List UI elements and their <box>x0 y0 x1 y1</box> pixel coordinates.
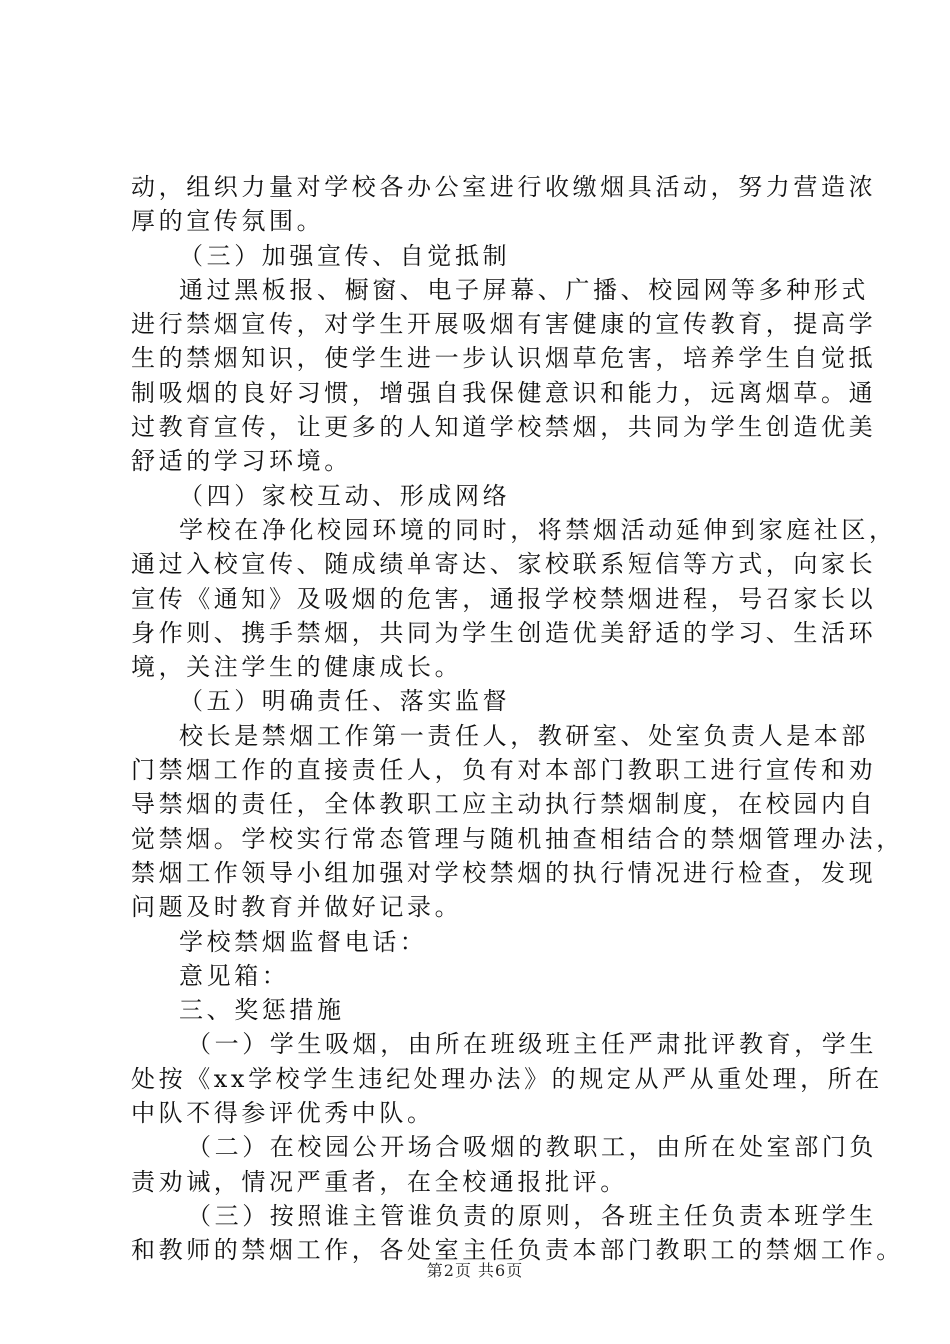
paragraph-line: 进行禁烟宣传，对学生开展吸烟有害健康的宣传教育，提高学 <box>131 310 877 339</box>
paragraph-line: 学校在净化校园环境的同时，将禁烟活动延伸到家庭社区， <box>179 515 897 544</box>
paragraph-line: 问题及时教育并做好记录。 <box>131 893 463 922</box>
paragraph-line: 宣传《通知》及吸烟的危害，通报学校禁烟进程，号召家长以 <box>131 584 877 613</box>
paragraph-line: （一）学生吸烟，由所在班级班主任严肃批评教育，学生 <box>187 1030 877 1059</box>
paragraph-line: （三）按照谁主管谁负责的原则，各班主任负责本班学生 <box>187 1201 877 1230</box>
paragraph-line: 和教师的禁烟工作，各处室主任负责本部门教职工的禁烟工作。 <box>131 1236 904 1265</box>
document-body <box>131 170 904 1268</box>
section-heading: （三）加强宣传、自觉抵制 <box>179 241 511 270</box>
paragraph-line: 导禁烟的责任，全体教职工应主动执行禁烟制度，在校园内自 <box>131 790 877 819</box>
paragraph-line: 责劝诫，情况严重者，在全校通报批评。 <box>131 1167 628 1196</box>
page-footer: 第2页 共6页 <box>426 1261 524 1280</box>
paragraph-line: 身作则、携手禁烟，共同为学生创造优美舒适的学习、生活环 <box>131 618 877 647</box>
paragraph-line: 处按《xx学校学生违纪处理办法》的规定从严从重处理，所在 <box>131 1064 883 1093</box>
paragraph-line: 舒适的学习环境。 <box>131 447 352 476</box>
paragraph-line: 学校禁烟监督电话： <box>179 927 428 956</box>
paragraph-line: 中队不得参评优秀中队。 <box>131 1099 435 1128</box>
section-heading: （四）家校互动、形成网络 <box>179 481 511 510</box>
paragraph-line: 门禁烟工作的直接责任人，负有对本部门教职工进行宣传和劝 <box>131 756 877 785</box>
paragraph-line: 境，关注学生的健康成长。 <box>131 653 463 682</box>
paragraph-line: 过教育宣传，让更多的人知道学校禁烟，共同为学生创造优美 <box>131 413 877 442</box>
section-heading: 三、奖惩措施 <box>179 996 345 1025</box>
paragraph-line: 禁烟工作领导小组加强对学校禁烟的执行情况进行检查，发现 <box>131 858 877 887</box>
paragraph-line: 通过入校宣传、随成绩单寄达、家校联系短信等方式，向家长 <box>131 550 877 579</box>
paragraph-line: 制吸烟的良好习惯，增强自我保健意识和能力，远离烟草。通 <box>131 378 877 407</box>
paragraph-line: 觉禁烟。学校实行常态管理与随机抽查相结合的禁烟管理办法， <box>131 824 904 853</box>
paragraph-line: 校长是禁烟工作第一责任人，教研室、处室负责人是本部 <box>179 721 869 750</box>
paragraph-line: 意见箱： <box>179 961 290 990</box>
paragraph-line: 动，组织力量对学校各办公室进行收缴烟具活动，努力营造浓 <box>131 173 877 201</box>
paragraph-line: 生的禁烟知识，使学生进一步认识烟草危害，培养学生自觉抵 <box>131 344 877 373</box>
paragraph-line: 通过黑板报、橱窗、电子屏幕、广播、校园网等多种形式 <box>179 275 869 304</box>
paragraph-line: （二）在校园公开场合吸烟的教职工，由所在处室部门负 <box>187 1133 877 1162</box>
section-heading: （五）明确责任、落实监督 <box>179 687 511 716</box>
paragraph-line: 厚的宣传氛围。 <box>131 207 325 236</box>
